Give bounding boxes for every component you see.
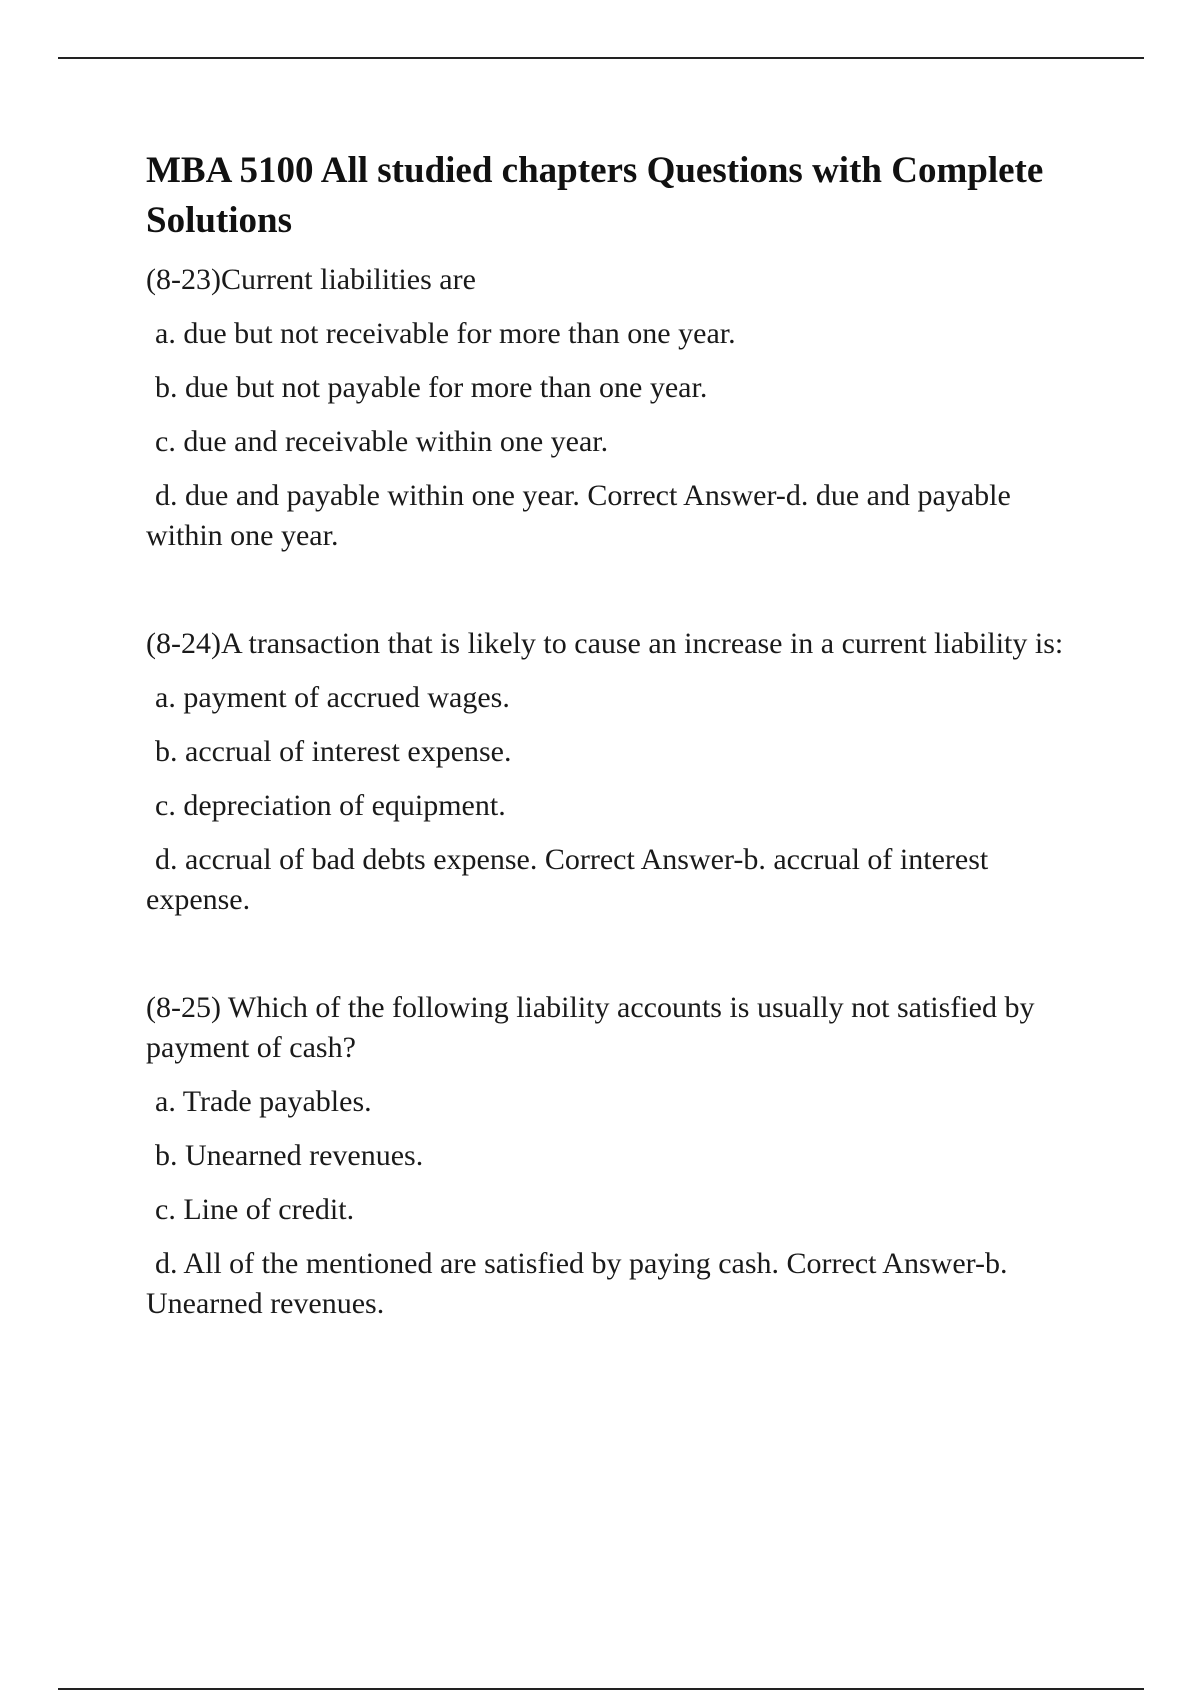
question-stem: (8-23)Current liabilities are bbox=[146, 263, 476, 296]
question-block bbox=[146, 260, 1086, 556]
answer-option: a. due but not receivable for more than one year. bbox=[155, 317, 736, 350]
answer-option: c. Line of credit. bbox=[155, 1193, 355, 1226]
answer-option-with-correct-answer: d. due and payable within one year. Correct Answer-d. due and payable within one year. bbox=[146, 479, 1011, 552]
answer-option-with-correct-answer: d. accrual of bad debts expense. Correct Answer-b. accrual of interest expense. bbox=[146, 843, 989, 916]
answer-option: b. accrual of interest expense. bbox=[155, 735, 512, 768]
answer-option: a. payment of accrued wages. bbox=[155, 681, 510, 714]
document-title: MBA 5100 All studied chapters Questions with Complete Solutions bbox=[146, 150, 1044, 241]
question-block bbox=[146, 988, 1086, 1324]
answer-option: c. due and receivable within one year. bbox=[155, 425, 609, 458]
bottom-divider bbox=[58, 1688, 1144, 1690]
answer-option: b. due but not payable for more than one year. bbox=[155, 371, 708, 404]
answer-option: a. Trade payables. bbox=[155, 1085, 372, 1118]
question-stem: (8-25) Which of the following liability accounts is usually not satisfied by payment of cash? bbox=[146, 991, 1035, 1064]
answer-option: c. depreciation of equipment. bbox=[155, 789, 506, 822]
answer-option: b. Unearned revenues. bbox=[155, 1139, 424, 1172]
question-block bbox=[146, 624, 1086, 920]
question-stem: (8-24)A transaction that is likely to cause an increase in a current liability is: bbox=[146, 627, 1064, 660]
answer-option-with-correct-answer: d. All of the mentioned are satisfied by paying cash. Correct Answer-b. Unearned revenues. bbox=[146, 1247, 1008, 1320]
document-body bbox=[146, 146, 1086, 1324]
top-divider bbox=[58, 57, 1144, 59]
